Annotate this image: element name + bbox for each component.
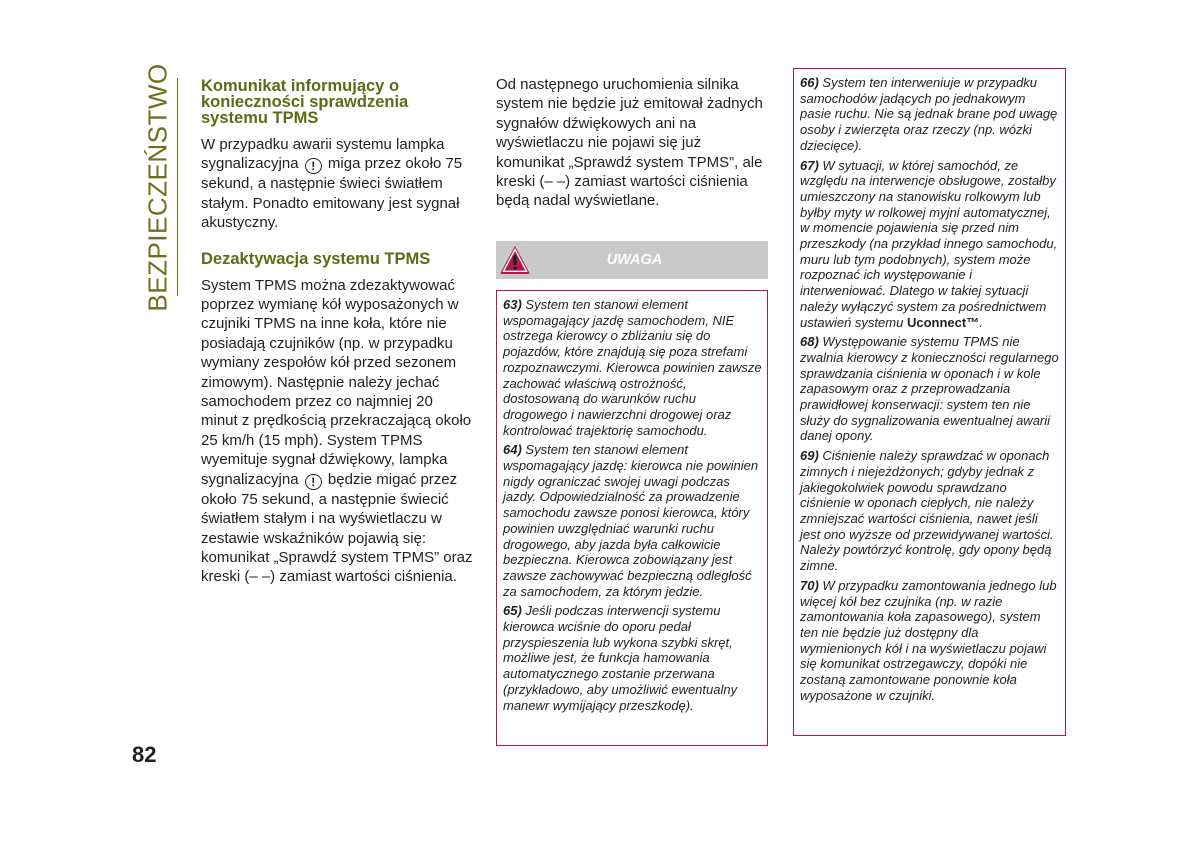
warning-header xyxy=(496,241,768,279)
warning-triangle-icon xyxy=(499,244,531,276)
paragraph-text: będzie migać przez około 75 sekund, a następnie świecić światłem stałym i na wyświetlaczu w zestawie wskaźników pojawią się: komunikat „Sprawdź system TPMS” oraz kreski (– –) zamiast wartości ciśnienia. xyxy=(201,470,473,586)
paragraph-next-start: Od następnego uruchomienia silnika system nie będzie już emitował żadnych sygnałów dźwiękowych ani na wyświetlaczu nie pojawi się już komunikat „Sprawdź system TPMS”, ale kreski (– –) zamiast wartości ciśnienia będą nadal wyświetlane. xyxy=(496,76,763,210)
note-number: 65) xyxy=(503,603,522,619)
note-text: Ciśnienie należy sprawdzać w oponach zimnych i niejeżdżonych; gdyby jednak z jakiegokolwiek powodu sprawdzano ciśnienie w oponach ciepłych, nie należy zmniejszać wartości ciśnienia, nawet jeśli jest ono wyższe od przewidywanej wartości. Należy powtórzyć kontrolę, gdy opony będą zimne. xyxy=(800,448,1054,574)
note-item xyxy=(800,578,1060,704)
note-text: W sytuacji, w której samochód, ze względu na interwencje obsługowe, zostałby umieszczony na stanowisku rolkowym lub byłby myty w rolkowej myjni automatycznej, w momencie pojawienia się przed nim przeszkody (na przykład innego samochodu, muru lub tym podobnych), system może rozpoznać ich występowanie i interweniować. Dlatego w takiej sytuacji należy wyłączyć system za pośrednictwem ustawień systemu xyxy=(800,157,1058,330)
warning-label: UWAGA xyxy=(606,252,663,268)
page-number: 82 xyxy=(132,742,157,767)
paragraph-tpms-deactivation xyxy=(201,276,473,587)
note-item xyxy=(800,448,1060,574)
note-item xyxy=(503,603,762,713)
note-text: . xyxy=(979,314,983,330)
note-item xyxy=(503,297,762,438)
paragraph-tpms-check xyxy=(201,135,473,233)
note-number: 64) xyxy=(503,442,522,458)
note-text: Jeśli podczas interwencji systemu kierowca wciśnie do oporu pedał przyspieszenia lub wykona szybki skręt, możliwe jest, że funkcja hamowania automatycznego zostanie przerwana (przykładowo, aby umożliwić ewentualny manewr wymijający przeszkodę). xyxy=(503,603,738,713)
section-title xyxy=(142,62,173,312)
brand-name: Uconnect™ xyxy=(906,314,980,330)
heading-tpms-deactivation: Dezaktywacja systemu TPMS xyxy=(201,249,431,268)
note-number: 69) xyxy=(800,448,819,464)
section-divider xyxy=(177,78,178,296)
note-number: 68) xyxy=(800,334,819,350)
note-item xyxy=(800,334,1060,444)
note-item xyxy=(503,442,762,599)
note-number: 63) xyxy=(503,297,522,312)
paragraph-text: miga przez około 75 sekund, a następnie świeci światłem stałym. Ponadto emitowany jest sygnał akustyczny. xyxy=(201,155,463,232)
note-text: W przypadku zamontowania jednego lub więcej kół bez czujnika (np. w razie zamontowania koła zapasowego), system ten nie będzie już dostępny dla wymienionych kół i na wyświetlaczu pojawi się komunikat ostrzegawczy, dopóki nie zostaną zamontowane ponownie koła wyposażone w czujniki. xyxy=(800,577,1057,703)
note-number: 66) xyxy=(800,75,819,90)
heading-tpms-check: Komunikat informujący o konieczności sprawdzenia systemu TPMS xyxy=(201,77,409,127)
tpms-warning-icon: ! xyxy=(305,474,322,490)
section-title-text: BEZPIECZEŃSTWO xyxy=(142,62,173,312)
middle-column xyxy=(496,75,768,211)
note-text: Występowanie systemu TPMS nie zwalnia kierowcy z konieczności regularnego sprawdzania ciśnienia w oponach i w kole zapasowym oraz z przeprowadzania prawidłowej konserwacji: system ten nie służy do sygnalizowania ewentualnej awarii danej opony. xyxy=(800,334,1059,444)
note-text: System ten stanowi element wspomagający jazdę: kierowca nie powinien nigdy ograniczać swojej uwagi podczas jazdy. Odpowiedzialność za prowadzenie samochodu zawsze ponosi kierowca, który powinien uwzględniać warunki ruchu drogowego, aby jazda była całkowicie bezpieczna. Kierowca zobowiązany jest zawsze zachowywać bezpieczną odległość za samochodem, za którym jedzie. xyxy=(503,442,759,599)
note-text: System ten stanowi element wspomagający jazdę samochodem, NIE ostrzega kierowcy o zbliżaniu się do pojazdów, które znajdują się poza strefami rozpoznawczymi. Kierowca powinien zawsze zachować właściwą ostrożność, dostosowaną do warunków ruchu drogowego i nawierzchni drogowej oraz kontrolować trajektorię samochodu. xyxy=(503,297,762,438)
tpms-warning-icon: ! xyxy=(305,158,322,174)
paragraph-text: System TPMS można zdezaktywować poprzez wymianę kół wyposażonych w czujniki TPMS na inne koła, które nie posiadają czujników (np. w przypadku wymiany zespołów kół przed sezonem zimowym). Następnie należy jechać samochodem przez co najmniej 20 minut z prędkością przekraczającą około 25 km/h (15 mph). System TPMS wyemituje sygnał dźwiękowy, lampka sygnalizacyjna xyxy=(201,276,472,488)
paragraph-text: W przypadku awarii systemu lampka sygnalizacyjna xyxy=(201,136,445,173)
note-item xyxy=(800,75,1060,154)
warning-notes-box xyxy=(496,290,768,746)
note-item xyxy=(800,158,1060,331)
main-column xyxy=(201,78,473,587)
note-number: 67) xyxy=(800,157,819,173)
notes-box-continued xyxy=(793,68,1066,736)
note-number: 70) xyxy=(800,577,819,593)
note-text: System ten interweniuje w przypadku samochodów jadących po jednakowym pasie ruchu. Nie są jednak brane pod uwagę osoby i zwierzęta oraz rzeczy (np. wózki dziecięce). xyxy=(800,75,1058,153)
